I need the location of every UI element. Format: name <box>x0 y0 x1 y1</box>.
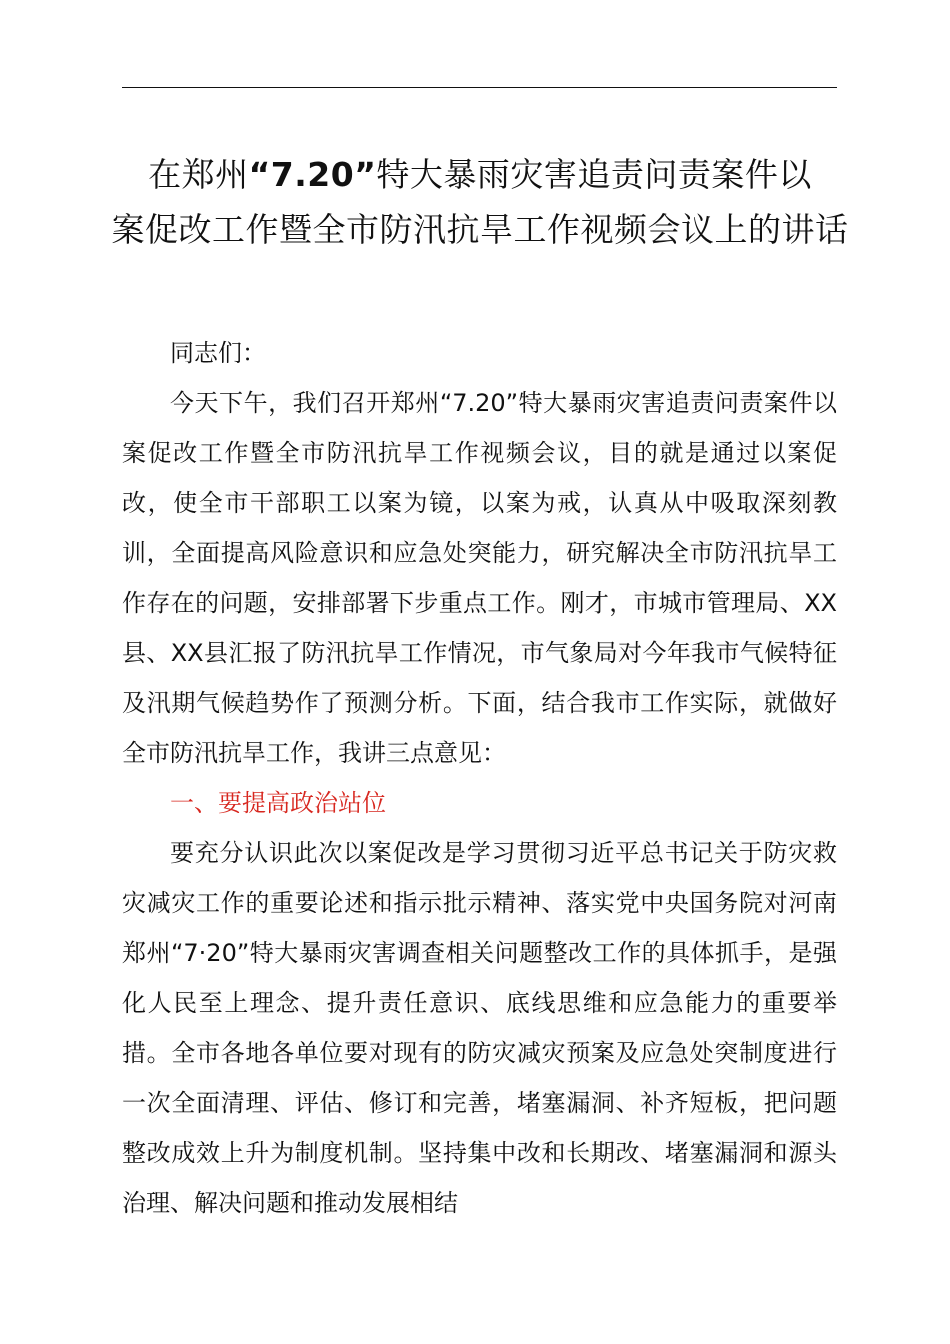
section-1-paragraph: 要充分认识此次以案促改是学习贯彻习近平总书记关于防灾救灾减灾工作的重要论述和指示批示精神、落实党中央国务院对河南郑州“7·20”特大暴雨灾害调查相关问题整改工作的具体抓手，是强化人民至上理念、提升责任意识、底线思维和应急能力的重要举措。全市各地各单位要对现有的防灾减灾预案及应急处突制度进行一次全面清理、评估、修订和完善，堵塞漏洞、补齐短板，把问题整改成效上升为制度机制。坚持集中改和长期改、堵塞漏洞和源头治理、解决问题和推动发展相结 <box>122 839 837 1217</box>
intro-paragraph: 今天下午，我们召开郑州“7.20”特大暴雨灾害追责问责案件以案促改工作暨全市防汛抗旱工作视频会议，目的就是通过以案促改，使全市干部职工以案为镜，以案为戒，认真从中吸取深刻教训，全面提高风险意识和应急处突能力，研究解决全市防汛抗旱工作存在的问题，安排部署下步重点工作。刚才，市城市管理局、XX县、XX县汇报了防汛抗旱工作情况，市气象局对今年我市气候特征及汛期气候趋势作了预测分析。下面，结合我市工作实际，就做好全市防汛抗旱工作，我讲三点意见： <box>122 389 837 767</box>
title-rest: 案促改工作暨全市防汛抗旱工作视频会议上的讲话 <box>111 210 849 249</box>
section-heading-1: 一、要提高政治站位 <box>170 789 386 817</box>
document-body <box>122 328 837 1228</box>
title-line-1: 在郑州“7.20”特大暴雨灾害追责问责案件以 <box>148 155 812 194</box>
header-rule <box>122 87 837 88</box>
salutation: 同志们： <box>170 339 266 367</box>
title-date-quote: “7.20” <box>248 155 377 194</box>
document-title <box>110 147 850 257</box>
